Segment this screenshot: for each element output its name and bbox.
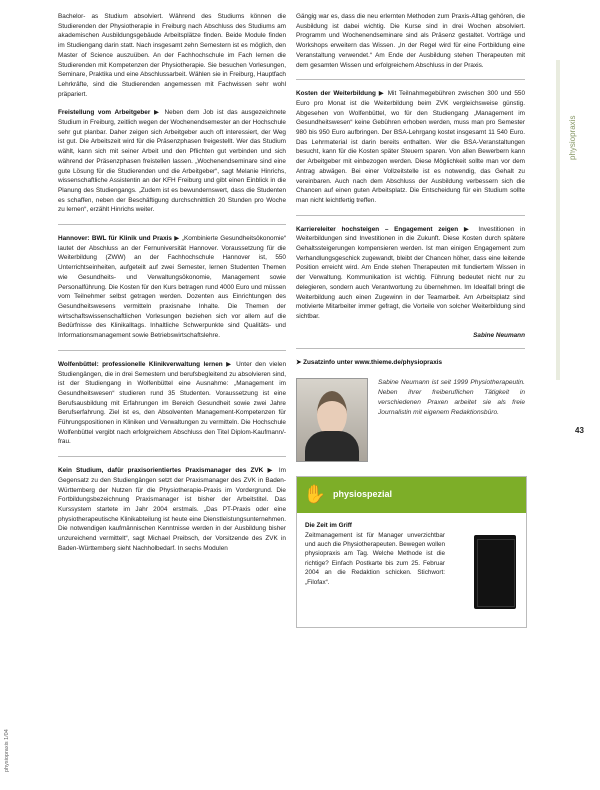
- physiospezial-box: [296, 476, 527, 628]
- hand-icon: ✋: [303, 484, 327, 505]
- decorative-side-bar: [556, 60, 560, 380]
- right-column: [296, 12, 525, 628]
- paragraph: Hannover: BWL für Klinik und Praxis ▶ „Kombinierte Gesundheitsökonomie“ lautet der Abschluss an der Fernuniversität Hannover. Voraussetzung für die Weiterbildung (ZWW) an der Fachhochschule Hannover ist, 550 Unterrichtseinheiten, aufgeteilt auf zwei Semester, lernen Studenten Themen wie Gesundheits- und Verwaltungsökonomie, Management sowie Personalführung. Die Kosten für den Kurs betragen rund 4000 Euro und müssen vom Teilnehmer selbst getragen werden. Dozenten aus Einrichtungen des Gesundheitswesens vermitteln praxisnahe Inhalte. Die Themen der wirtschaftswissenschaftlichen Vorlesungen beziehen sich vor allem auf die Bedürfnisse des Klinikalltags. Inhaltliche Schwerpunkte sind Qualitäts- und Informationsmanagement sowie Betriebswirtschaftslehre.: [58, 235, 287, 340]
- section-heading: Kosten der Weiterbildung: [296, 90, 376, 98]
- author-signature: Sabine Neumann: [473, 331, 525, 339]
- author-bio: [296, 378, 525, 462]
- left-column: [58, 12, 286, 562]
- paragraph: Bachelor- as Studium absolviert. Während des Studiums können die Studierenden der Physiotherapie in Freiburg nach Abschluss des Studiums am akademischen Ausbildungsgebäude Arbeitsplätze finden. Beide Module finden im Studiengang darin statt. Nach insgesamt zehn Semestern ist es möglich, den Master of Science auszuüben. An der Fachhochschule im Fach lernen die Studierenden mit Kompetenzen der Physiotherapie. Sie besuchen Vorlesungen, Seminare, Praktika und eine Abschlussarbeit. Wählen sie in Freiburg, Hauptfach Lehrkräfte, sind die Studierenden angemessen mit Fachwissen sehr wohl präpariert.: [58, 13, 286, 98]
- journal-id: physiopraxis 1/04: [4, 729, 10, 772]
- spezial-title: physiospezial: [333, 489, 393, 500]
- paragraph: Freistellung vom Arbeitgeber ▶ Neben dem Job ist das ausgezeichnete Studium in Freiburg, zeitlich wegen der Wochenendsemester an der Hochschule sehr gut planbar. Daher zeigen sich Arbeitgeber auch oft interessiert, der Weg ist gut. Die Arbeitszeit wird für die Präsenzphasen freigestellt. Wer das Studium wählt, kann sich mit seiner Arbeit und den Pflichten gut verbinden und sich während der Präsenzphasen freistellen lassen. „Wochenendseminare sind eine gute Lösung für die Studierenden und die Arbeitgeber“, sagt Melanie Hinrichs, wissenschaftliche Assistentin an der KFH Freiburg und gibt einen Einblick in die Planung des Studiengangs. „Zudem ist es bewundernswert, dass die Studenten es schaffen, neben der Beschäftigung durchschnittlich 20 Stunden pro Woche zu lernen“, erzählt Hinrichs weiter.: [58, 109, 286, 214]
- paragraph: Gängig war es, dass die neu erlernten Methoden zum Praxis-Alltag gehören, die Ausbildung ist dabei wichtig. Die Kurse sind in drei Wochen absolviert. Programm und Wochenendseminare sind als Präsenz gestaltet. Vorträge und Workshops erweitern das Wissen. „In der Regel wird für eine Fortbildung eine Veranstaltung verwendet.“ Am Ende der Ausbildung stehen Therapeuten mit dem gesamten Wissen und erfolgreichem Abschluss in der Praxis.: [296, 13, 525, 69]
- paragraph: Karriereleiter hochsteigen – Engagement zeigen ▶ Investitionen in Weiterbildungen sind Investitionen in die Zukunft. Diese Kosten durch spätere Gehaltssteigerungen kompensieren werden. Ist man einigen Engagement zum Verhandlungsgeschick zugewandt, bleibt der Chancen höher, dass eine leitende Position erreicht wird. Am Ende stehen Therapeuten mit fundiertem Wissen in der Verwaltung. Kommunikation ist wichtig. Führung bedeutet nicht nur zu delegieren, sondern auch Verantwortung zu übernehmen. Im Idealfall bringt die Weiterbildung auch einen Zugewinn in der Teamarbeit. Am Arbeitsplatz sind motivierte Mitarbeiter immer gefragt, die Vorteile von solcher Weiterbildung sind sichtbar.: [296, 225, 525, 320]
- divider: [296, 215, 525, 216]
- more-info-link[interactable]: ➤ Zusatzinfo unter www.thieme.de/physiopraxis: [296, 359, 443, 367]
- divider: [296, 79, 525, 80]
- divider: [58, 456, 286, 457]
- bio-text: Sabine Neumann ist seit 1999 Physiotherapeutin. Neben ihrer freiberuflichen Tätigkeit in verschiedenen Praxen arbeitet sie als freie Journalistin mit eigenem Redaktionsbüro.: [378, 379, 525, 417]
- spezial-body: Die Zeit im Griff Zeitmanagement ist für Manager unverzichtbar und auch die Physiotherapeuten. Bewegen wollen physiopraxis am Tag. Welche Methode ist die richtige? Einfach Postkarte bis zum 25. Februar 2004 an die Redaktion schicken. Stichwort: „Filofax“.: [305, 522, 445, 586]
- divider: [296, 348, 525, 349]
- divider: [58, 224, 286, 225]
- spezial-header: [297, 477, 526, 513]
- paragraph: Kein Studium, dafür praxisorientiertes Praxismanager des ZVK ▶ Im Gegensatz zu den Studiengängen setzt der Praxismanager des ZVK in Baden-Württemberg der Nutzen für die Physiotherapie-Praxis im Vordergrund. Die Fortbildungsbezeichnung Praxismanager ist bisher der Arbeitstitel. Das Kurssystem startete im Jahr 2004 erstmals. „Das PT-Praxis oder eine physiotherapeutische Klinikabteilung ist heute eine Dienstleistungsunternehmen. Die notwendigen kaufmännischen Kenntnisse werden in der Ausbildung bisher unzureichend vermittelt“, sagt Michael Preibsch, der Vorsitzende des ZVK in Baden-Württemberg sieht Nachholbedarf. In sechs Modulen: [58, 467, 286, 552]
- author-photo: [296, 378, 368, 462]
- paragraph: Wolfenbüttel: professionelle Klinikverwaltung lernen ▶ Unter den vielen Studiengängen, die in drei Semestern und berufsbegleitend zu absolvieren sind, ist der Studiengang in Wolfenbüttel eine Ausnahme: „Management im Gesundheitswesen“ studieren rund 35 Studenten. Voraussetzung ist eine Berufsausbildung mit Erfahrungen im Bereich Gesundheit sowie zwei Jahre Berufserfahrung. Ziel ist es, den Absolventen Management-Kompetenzen für Führungspositionen in Kliniken und Verwaltungen zu vermitteln. Die Hochschule Wolfenbüttel vergibt nach erfolgreichem Abschluss den Titel Diplom-Kaufmann/-frau.: [58, 360, 287, 446]
- page-number: 43: [575, 426, 584, 435]
- paragraph: Kosten der Weiterbildung ▶ Mit Teilnahmegebühren zwischen 300 und 550 Euro pro Monat ist die Weiterbildung beim ZVK vergleichsweise günstig. Abgesehen von Wolfenbüttel, wo für den Studiengang „Management im Gesundheitswesen“ keine Gebühren erhoben werden, muss man pro Semester 980 bis 950 Euro aufbringen. Der BSA-Lehrgang kostet insgesamt 11 540 Euro. Das Lehrmaterial ist darin bereits enthalten. Wer die BSA-Veranstaltungen besucht, kann für die Kosten später Steuern sparen. Von allen Bewerbern kann der Arbeitgeber mit einbezogen werden. Diese Möglichkeit sollte man vor dem Antrag abwägen. Bei einer Vollzeitstelle ist es notwendig, das Gehalt zu vereinbaren. Auch nach dem Abschluss der Ausbildung verbessern sich die Chancen auf einen guten Arbeitsplatz. Die Entscheidung für ein Studium sollte man nicht leichtfertig treffen.: [296, 90, 526, 204]
- section-side-label: physiopraxis: [568, 115, 577, 160]
- section-heading: Hannover: BWL für Klinik und Praxis: [58, 235, 172, 243]
- organizer-image: [474, 535, 516, 609]
- divider: [58, 350, 286, 351]
- spezial-heading: Die Zeit im Griff: [305, 522, 352, 530]
- section-heading: Kein Studium, dafür praxisorientiertes Praxismanager des ZVK: [58, 467, 264, 475]
- section-heading: Freistellung vom Arbeitgeber: [58, 109, 151, 117]
- section-heading: Karriereleiter hochsteigen – Engagement zeigen: [296, 225, 459, 233]
- section-heading: Wolfenbüttel: professionelle Klinikverwaltung lernen: [58, 360, 223, 368]
